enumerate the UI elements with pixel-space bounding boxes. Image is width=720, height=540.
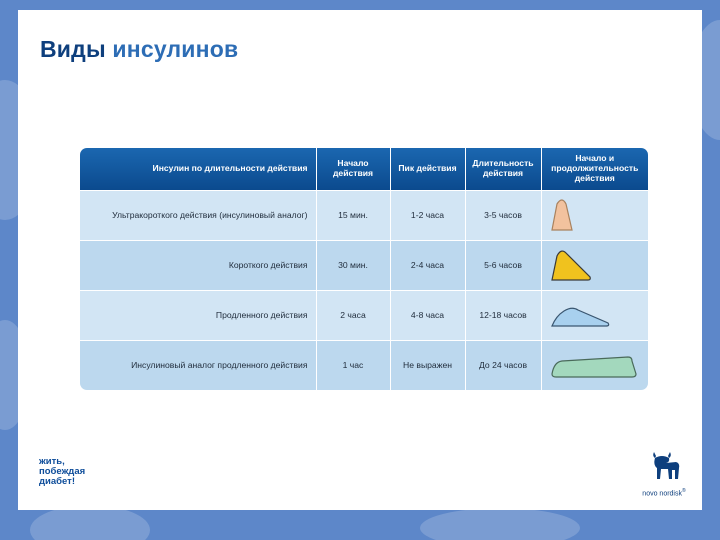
novo-nordisk-logo xyxy=(636,448,692,497)
table-row xyxy=(80,341,648,391)
table-row xyxy=(80,191,648,241)
cell-insulin-type: Короткого действия xyxy=(80,241,316,291)
cell-profile xyxy=(541,291,648,341)
apis-bull-icon xyxy=(646,448,682,482)
header-insulin-type: Инсулин по длительности действия xyxy=(80,148,316,191)
cell-duration: До 24 часов xyxy=(465,341,541,391)
cell-peak: Не выражен xyxy=(390,341,465,391)
cell-duration: 12-18 часов xyxy=(465,291,541,341)
slogan-line: жить, xyxy=(39,456,65,467)
cell-peak: 2-4 часа xyxy=(390,241,465,291)
title-word-2: инсулинов xyxy=(112,36,239,62)
slogan-line: побеждая xyxy=(39,466,86,477)
table-row xyxy=(80,291,648,341)
header-duration: Длительность действия xyxy=(465,148,541,191)
cell-insulin-type: Ультракороткого действия (инсулиновый аналог) xyxy=(80,191,316,241)
slogan-line: диабет! xyxy=(39,476,75,487)
cell-profile xyxy=(541,341,648,391)
wide-low-peak-shape xyxy=(548,294,644,334)
cell-duration: 3-5 часов xyxy=(465,191,541,241)
cell-onset: 1 час xyxy=(316,341,390,391)
table-row xyxy=(80,241,648,291)
header-onset: Начало действия xyxy=(316,148,390,191)
cell-insulin-type: Инсулиновый аналог продленного действия xyxy=(80,341,316,391)
table-header-row xyxy=(80,148,648,191)
cell-onset: 30 мин. xyxy=(316,241,390,291)
slide xyxy=(18,10,702,510)
cell-duration: 5-6 часов xyxy=(465,241,541,291)
company-name: novo nordisk® xyxy=(642,488,686,498)
flat-plateau-shape xyxy=(548,344,644,384)
cell-profile xyxy=(541,191,648,241)
slogan-logo xyxy=(39,457,85,487)
header-peak: Пик действия xyxy=(390,148,465,191)
header-profile: Начало и продолжительность действия xyxy=(541,148,648,191)
triangle-peak-shape xyxy=(548,244,644,284)
cell-peak: 1-2 часа xyxy=(390,191,465,241)
title-word-1: Виды xyxy=(40,36,106,62)
insulin-table xyxy=(80,148,648,390)
cell-peak: 4-8 часа xyxy=(390,291,465,341)
slide-title xyxy=(40,36,238,63)
cell-profile xyxy=(541,241,648,291)
tall-narrow-peak-shape xyxy=(548,194,644,234)
cell-onset: 2 часа xyxy=(316,291,390,341)
cell-insulin-type: Продленного действия xyxy=(80,291,316,341)
cell-onset: 15 мин. xyxy=(316,191,390,241)
